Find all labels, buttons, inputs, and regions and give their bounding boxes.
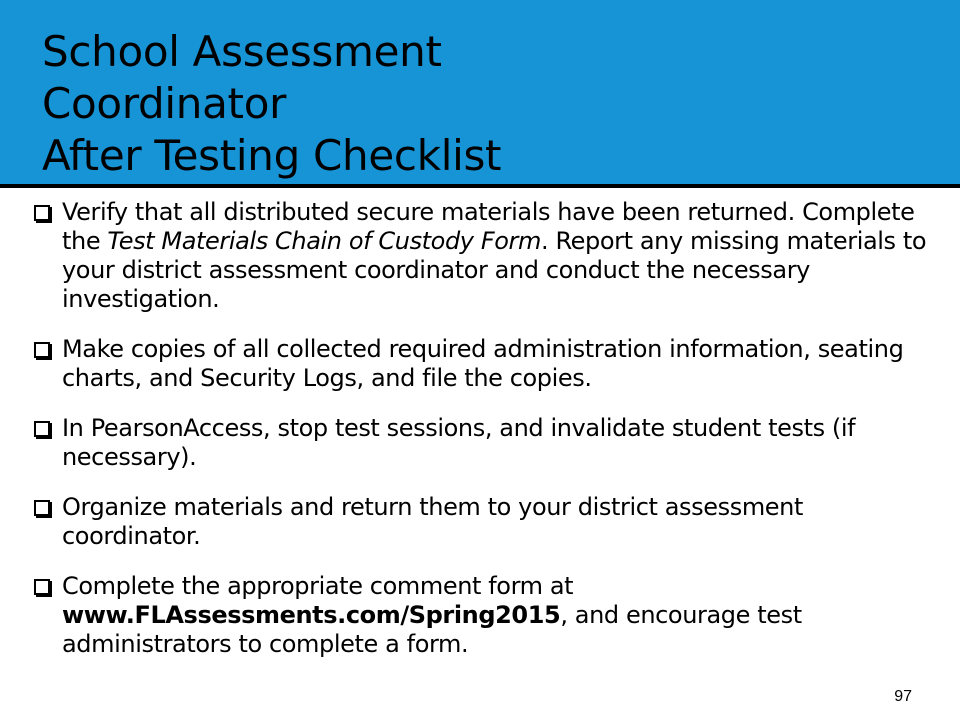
checkbox-icon xyxy=(34,205,50,221)
item-text: Make copies of all collected required administration information, seating charts, and Security Logs, and file the copies. xyxy=(62,335,904,392)
slide-number: 97 xyxy=(894,688,912,705)
checklist xyxy=(34,198,934,680)
checklist-item-pearsonaccess xyxy=(34,414,934,472)
title-divider xyxy=(0,184,960,188)
checkbox-icon xyxy=(34,421,50,437)
title-line-1: School Assessment xyxy=(42,27,442,76)
item-text: Organize materials and return them to your district assessment coordinator. xyxy=(62,493,803,550)
slide-title xyxy=(42,26,501,182)
item-text: , and encourage test administrators to complete a form. xyxy=(62,601,802,658)
title-line-2: Coordinator xyxy=(42,79,287,128)
item-text: Verify that all distributed secure materials have been returned. Complete the xyxy=(62,198,915,255)
checklist-item-comment-form xyxy=(34,572,934,659)
checklist-item-make-copies xyxy=(34,335,934,393)
item-text: Complete the appropriate comment form at xyxy=(62,572,574,600)
checkbox-icon xyxy=(34,342,50,358)
comment-form-link[interactable]: www.FLAssessments.com/Spring2015 xyxy=(62,601,561,629)
item-text: In PearsonAccess, stop test sessions, and invalidate student tests (if necessary). xyxy=(62,414,856,471)
checkbox-icon xyxy=(34,579,50,595)
checkbox-icon xyxy=(34,500,50,516)
title-line-3: After Testing Checklist xyxy=(42,131,502,180)
checklist-item-verify-materials xyxy=(34,198,934,314)
title-band xyxy=(0,0,960,184)
checklist-item-organize-materials xyxy=(34,493,934,551)
item-text: . Report any missing materials to your district assessment coordinator and conduct the necessary investigation. xyxy=(62,227,927,313)
form-name: Test Materials Chain of Custody Form xyxy=(107,227,541,255)
